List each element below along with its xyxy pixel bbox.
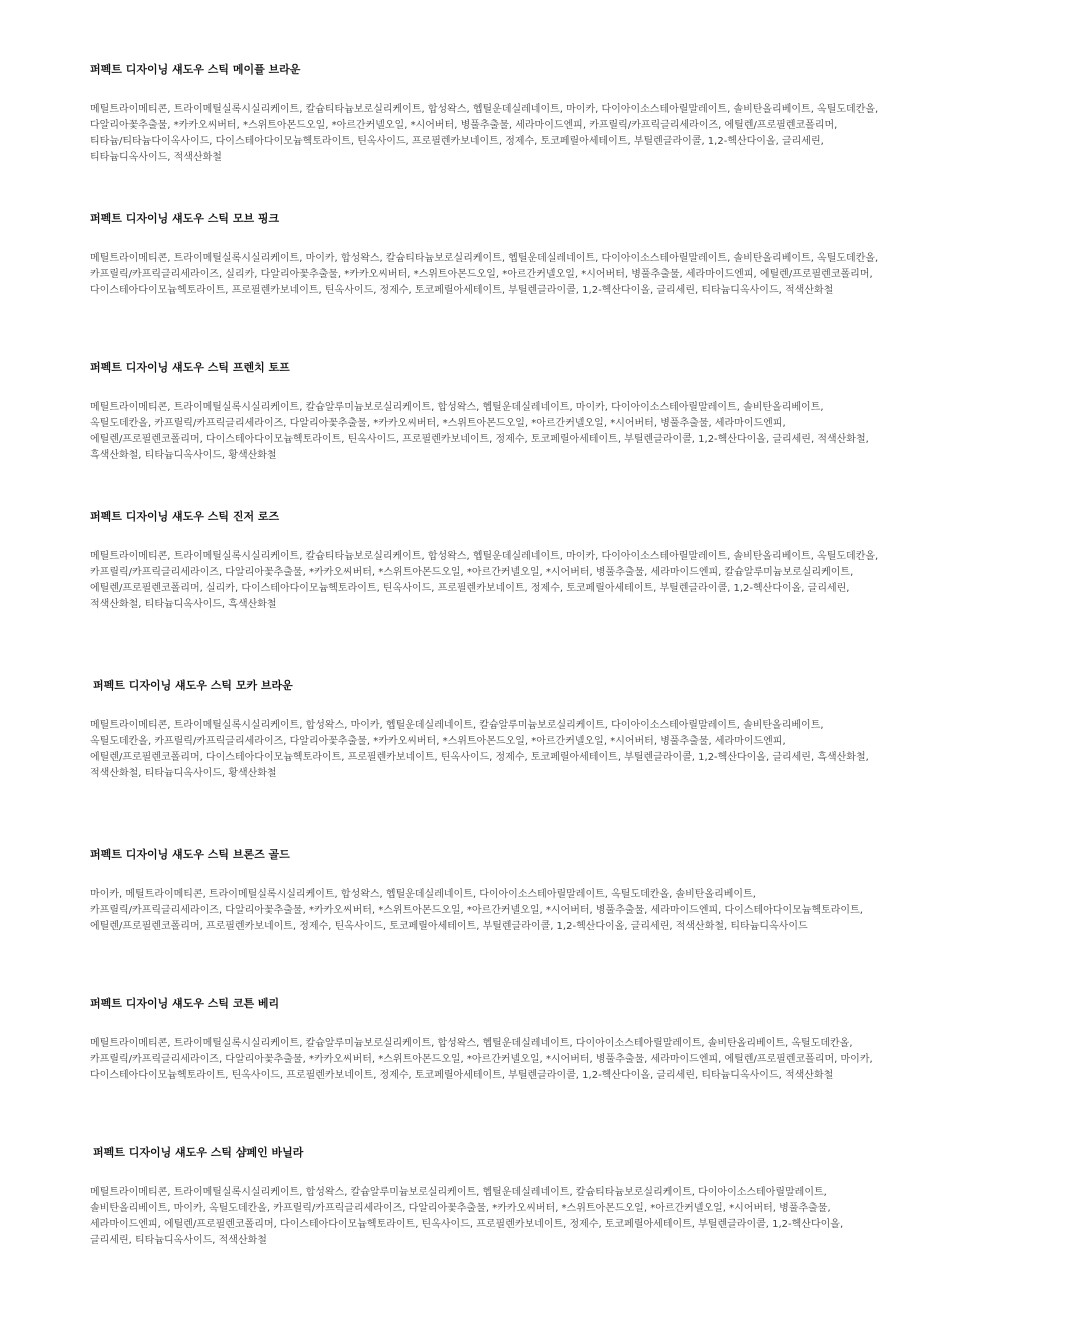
product-title: 퍼펙트 디자이닝 섀도우 스틱 진저 로즈	[90, 510, 280, 523]
ingredient-line: 메틸트라이메티콘, 트라이메틸실록시실리케이트, 칼슘알루미늄보로실리케이트, 합성왁스, 헵틸운데실레네이트, 다이아이소스테아릴말레이트, 솔비탄올리베이트, 옥틸도데칸올,	[90, 1038, 853, 1049]
product-title: 퍼펙트 디자이닝 섀도우 스틱 모카 브라운	[93, 679, 293, 692]
ingredient-line: 적색산화철, 티타늄디옥사이드, 황색산화철	[90, 768, 277, 779]
product-title: 퍼펙트 디자이닝 섀도우 스틱 프렌치 토프	[90, 361, 290, 374]
ingredient-line: 적색산화철, 티타늄디옥사이드, 흑색산화철	[90, 599, 277, 610]
product-section	[90, 212, 990, 299]
ingredient-line: 카프릴릭/카프릭글리세라이즈, 다알리아꽃추출물, *카카오씨버터, *스위트아몬드오일, *아르간커넬오일, *시어버터, 병풀추출물, 세라마이드엔피, 칼슘알루미늄보로실리케이트,	[90, 567, 854, 578]
ingredient-line: 카프릴릭/카프릭글리세라이즈, 실리카, 다알리아꽃추출물, *카카오씨버터, *스위트아몬드오일, *아르간커넬오일, *시어버터, 병풀추출물, 세라마이드엔피, 에틸렌/프로필렌코폴리머,	[90, 269, 873, 280]
product-title: 퍼펙트 디자이닝 섀도우 스틱 브론즈 골드	[90, 848, 290, 861]
ingredient-line: 메틸트라이메티콘, 트라이메틸실록시실리케이트, 마이카, 합성왁스, 칼슘티타늄보로실리케이트, 헵틸운데실레네이트, 다이아이소스테아릴말레이트, 솔비탄올리베이트, 옥틸도데칸올,	[90, 253, 879, 264]
product-section	[90, 848, 990, 935]
ingredient-line: 흑색산화철, 티타늄디옥사이드, 황색산화철	[90, 450, 277, 461]
ingredient-line: 에틸렌/프로필렌코폴리머, 실리카, 다이스테아다이모늄헥토라이트, 틴옥사이드, 프로필렌카보네이트, 정제수, 토코페릴아세테이트, 부틸렌글라이콜, 1,2-헥산다이올, 글리세린,	[90, 583, 850, 594]
ingredient-list	[90, 1036, 990, 1084]
ingredient-list	[90, 251, 990, 299]
ingredient-line: 메틸트라이메티콘, 트라이메틸실록시실리케이트, 칼슘티타늄보로실리케이트, 합성왁스, 헵틸운데실레네이트, 마이카, 다이아이소스테아릴말레이트, 솔비탄올리베이트, 옥틸도데칸올,	[90, 551, 879, 562]
ingredient-line: 메틸트라이메티콘, 트라이메틸실록시실리케이트, 칼슘알루미늄보로실리케이트, 합성왁스, 헵틸운데실레네이트, 마이카, 다이아이소스테아릴말레이트, 솔비탄올리베이트,	[90, 402, 824, 413]
ingredient-line: 다알리아꽃추출물, *카카오씨버터, *스위트아몬드오일, *아르간커넬오일, *시어버터, 병풀추출물, 세라마이드엔피, 카프릴릭/카프릭글리세라이즈, 에틸렌/프로필렌코폴리머,	[90, 120, 838, 131]
ingredient-line: 카프릴릭/카프릭글리세라이즈, 다알리아꽃추출물, *카카오씨버터, *스위트아몬드오일, *아르간커넬오일, *시어버터, 병풀추출물, 세라마이드엔피, 에틸렌/프로필렌코폴리머, 마이카,	[90, 1054, 873, 1065]
ingredient-line: 메틸트라이메티콘, 트라이메틸실록시실리케이트, 합성왁스, 칼슘알루미늄보로실리케이트, 헵틸운데실레네이트, 칼슘티타늄보로실리케이트, 다이아이소스테아릴말레이트,	[90, 1187, 827, 1198]
ingredient-list	[90, 102, 990, 166]
ingredient-line: 에틸렌/프로필렌코폴리머, 다이스테아다이모늄헥토라이트, 프로필렌카보네이트, 틴옥사이드, 정제수, 토코페릴아세테이트, 부틸렌글라이콜, 1,2-헥산다이올, 글리세린, 흑색산화철,	[90, 752, 869, 763]
ingredient-line: 세라마이드엔피, 에틸렌/프로필렌코폴리머, 다이스테아다이모늄헥토라이트, 틴옥사이드, 프로필렌카보네이트, 정제수, 토코페릴아세테이트, 부틸렌글라이콜, 1,2-헥산다이올,	[90, 1219, 844, 1230]
ingredient-line: 솔비탄올리베이트, 마이카, 옥틸도데칸올, 카프릴릭/카프릭글리세라이즈, 다알리아꽃추출물, *카카오씨버터, *스위트아몬드오일, *아르간커넬오일, *시어버터, 병풀추출물,	[90, 1203, 831, 1214]
ingredient-line: 에틸렌/프로필렌코폴리머, 프로필렌카보네이트, 정제수, 틴옥사이드, 토코페릴아세테이트, 부틸렌글라이콜, 1,2-헥산다이올, 글리세린, 적색산화철, 티타늄디옥사이드	[90, 921, 808, 932]
product-section	[90, 679, 990, 782]
product-section	[90, 361, 990, 464]
product-title: 퍼펙트 디자이닝 섀도우 스틱 샴페인 바닐라	[93, 1146, 304, 1159]
product-section	[90, 1146, 990, 1249]
ingredient-line: 글리세린, 티타늄디옥사이드, 적색산화철	[90, 1235, 267, 1246]
ingredient-list	[90, 400, 990, 464]
ingredient-list	[90, 718, 990, 782]
product-title: 퍼펙트 디자이닝 섀도우 스틱 메이플 브라운	[90, 63, 301, 76]
ingredient-line: 다이스테아다이모늄헥토라이트, 프로필렌카보네이트, 틴옥사이드, 정제수, 토코페릴아세테이트, 부틸렌글라이콜, 1,2-헥산다이올, 글리세린, 티타늄디옥사이드, 적색산화철	[90, 285, 834, 296]
ingredient-line: 메틸트라이메티콘, 트라이메틸실록시실리케이트, 칼슘티타늄보로실리케이트, 합성왁스, 헵틸운데실레네이트, 마이카, 다이아이소스테아릴말레이트, 솔비탄올리베이트, 옥틸도데칸올,	[90, 104, 879, 115]
ingredient-list	[90, 887, 990, 935]
ingredient-line: 카프릴릭/카프릭글리세라이즈, 다알리아꽃추출물, *카카오씨버터, *스위트아몬드오일, *아르간커넬오일, *시어버터, 병풀추출물, 세라마이드엔피, 다이스테아다이모늄헥토라이트,	[90, 905, 863, 916]
ingredient-line: 메틸트라이메티콘, 트라이메틸실록시실리케이트, 합성왁스, 마이카, 헵틸운데실레네이트, 칼슘알루미늄보로실리케이트, 다이아이소스테아릴말레이트, 솔비탄올리베이트,	[90, 720, 824, 731]
ingredient-line: 옥틸도데칸올, 카프릴릭/카프릭글리세라이즈, 다알리아꽃추출물, *카카오씨버터, *스위트아몬드오일, *아르간커넬오일, *시어버터, 병풀추출물, 세라마이드엔피,	[90, 418, 786, 429]
product-section	[90, 63, 990, 166]
ingredient-line: 옥틸도데칸올, 카프릴릭/카프릭글리세라이즈, 다알리아꽃추출물, *카카오씨버터, *스위트아몬드오일, *아르간커넬오일, *시어버터, 병풀추출물, 세라마이드엔피,	[90, 736, 786, 747]
ingredient-line: 에틸렌/프로필렌코폴리머, 다이스테아다이모늄헥토라이트, 틴옥사이드, 프로필렌카보네이트, 정제수, 토코페릴아세테이트, 부틸렌글라이콜, 1,2-헥산다이올, 글리세린, 적색산화철,	[90, 434, 869, 445]
product-section	[90, 997, 990, 1084]
product-section	[90, 510, 990, 613]
ingredient-line: 마이카, 메틸트라이메티콘, 트라이메틸실록시실리케이트, 합성왁스, 헵틸운데실레네이트, 다이아이소스테아릴말레이트, 옥틸도데칸올, 솔비탄올리베이트,	[90, 889, 756, 900]
ingredient-line: 티타늄디옥사이드, 적색산화철	[90, 152, 222, 163]
ingredient-line: 티타늄/티타늄다이옥사이드, 다이스테아다이모늄헥토라이트, 틴옥사이드, 프로필렌카보네이트, 정제수, 토코페릴아세테이트, 부틸렌글라이콜, 1,2-헥산다이올, 글리세린,	[90, 136, 824, 147]
product-title: 퍼펙트 디자이닝 섀도우 스틱 모브 핑크	[90, 212, 280, 225]
product-title: 퍼펙트 디자이닝 섀도우 스틱 코튼 베리	[90, 997, 280, 1010]
ingredient-line: 다이스테아다이모늄헥토라이트, 틴옥사이드, 프로필렌카보네이트, 정제수, 토코페릴아세테이트, 부틸렌글라이콜, 1,2-헥산다이올, 글리세린, 티타늄디옥사이드, 적색산화철	[90, 1070, 834, 1081]
ingredient-list	[90, 549, 990, 613]
ingredient-list	[90, 1185, 990, 1249]
